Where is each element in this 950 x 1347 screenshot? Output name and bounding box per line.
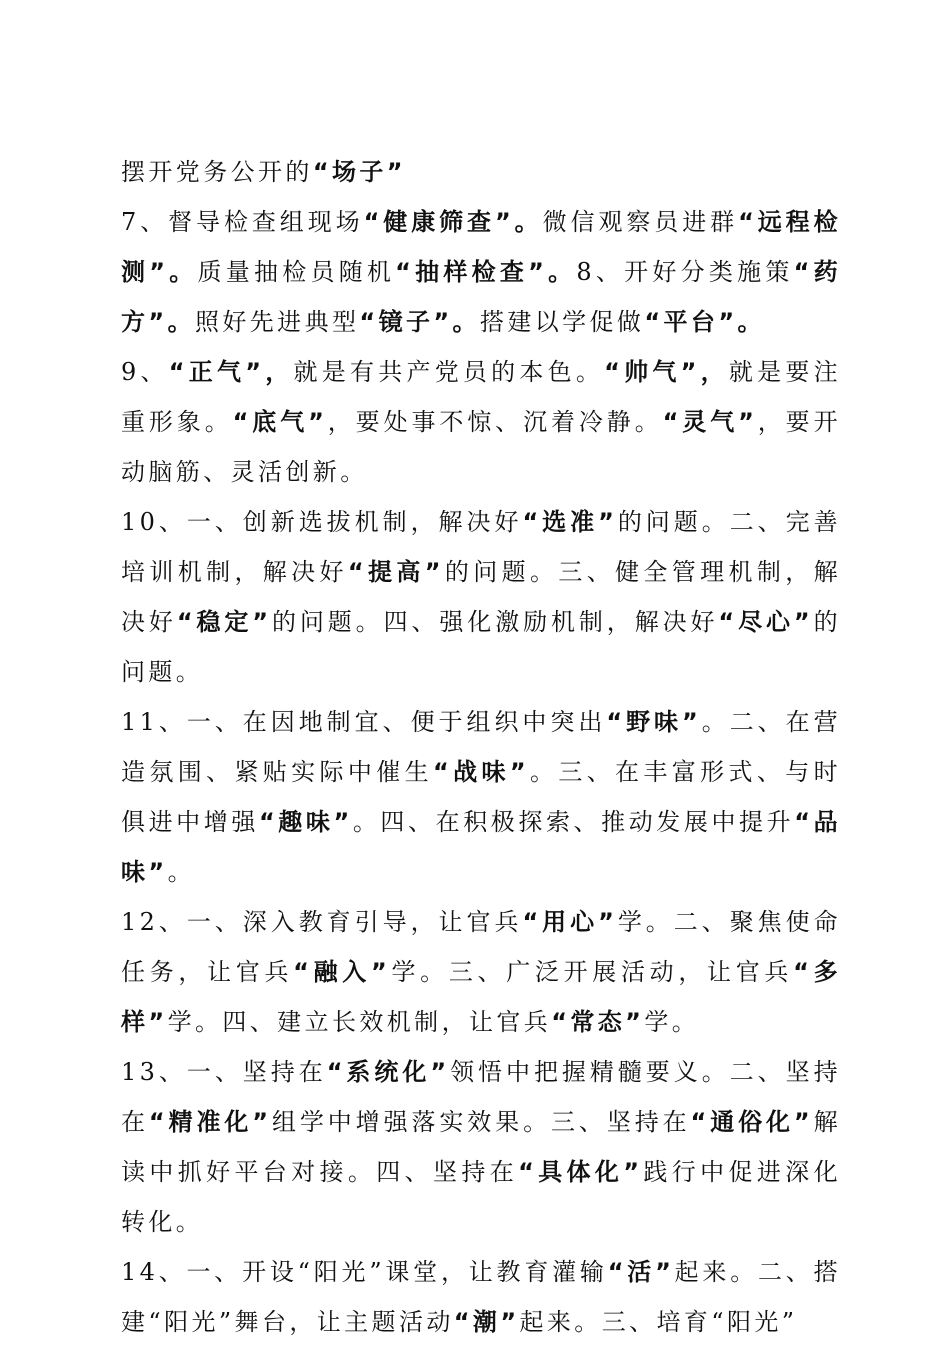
text-run: 摆开党务公开的 (121, 158, 313, 186)
text-run: 学。四、建立长效机制，让官兵 (167, 1008, 552, 1036)
bold-keyword: “镜子”。 (359, 308, 480, 336)
bold-keyword: “常态” (551, 1008, 645, 1036)
text-run: 践行中促进深化转化。 (121, 1158, 841, 1236)
bold-keyword: “多样” (121, 958, 841, 1036)
text-run: 7、督导检查组现场 (121, 208, 364, 236)
bold-keyword: “场子” (312, 158, 406, 186)
bold-keyword: “系统化” (326, 1058, 450, 1086)
bold-keyword: “融入” (293, 958, 391, 986)
bold-keyword: “战味” (432, 758, 530, 786)
paragraph (121, 147, 841, 197)
paragraph (121, 897, 841, 1047)
text-run: 的问题。四、强化激励机制，解决好 (271, 608, 719, 636)
text-run: 就是要注重形象。 (121, 358, 842, 436)
bold-keyword: “远程检测”。 (121, 208, 842, 286)
text-run: 。四、在积极探索、推动发展中提升 (352, 808, 795, 836)
text-run: 解读中抓好平台对接。四、坚持在 (121, 1108, 841, 1186)
text-run: 。三、在丰富形式、与时俱进中增强 (121, 758, 841, 836)
text-run: 的问题。二、完善培训机制，解决好 (121, 508, 841, 586)
bold-keyword: “药方”。 (121, 258, 841, 336)
text-run: 13、一、坚持在 (121, 1058, 327, 1086)
bold-keyword: “具体化” (518, 1158, 643, 1186)
bold-keyword: “提高” (347, 558, 444, 586)
text-run: ，要处事不惊、沉着冷静。 (327, 408, 663, 436)
bold-keyword: “野味” (606, 708, 702, 736)
text-run: ，要开动脑筋、灵活创新。 (121, 408, 841, 486)
bold-keyword: “灵气” (662, 408, 758, 436)
text-run: 10、一、创新选拔机制，解决好 (121, 508, 523, 536)
text-run: 学。 (644, 1008, 700, 1036)
text-run: 9、 (121, 358, 169, 386)
text-run: 就是有共产党员的本色。 (293, 358, 605, 386)
bold-keyword: “潮” (453, 1308, 520, 1336)
paragraph (121, 1047, 841, 1247)
text-run: 14、一、开设“阳光”课堂，让教育灌输 (121, 1258, 608, 1286)
text-run: 的问题。 (121, 608, 841, 686)
bold-keyword: “用心” (522, 908, 618, 936)
text-run: 8、开好分类施策 (576, 258, 794, 286)
text-run: 12、一、深入教育引导，让官兵 (121, 908, 523, 936)
bold-keyword: “底气” (232, 408, 328, 436)
text-run: 11、一、在因地制宜、便于组织中突出 (121, 708, 607, 736)
bold-keyword: “正气”， (168, 358, 294, 386)
bold-keyword: “平台”。 (644, 308, 765, 336)
bold-keyword: “稳定” (176, 608, 272, 636)
bold-keyword: “健康筛查”。 (363, 208, 543, 236)
text-run: 微信观察员进群 (542, 208, 739, 236)
bold-keyword: “抽样检查”。 (395, 258, 577, 286)
bold-keyword: “帅气”， (604, 358, 729, 386)
text-run: 起来。三、培育“阳光” (519, 1308, 798, 1336)
text-run: 照好先进典型 (194, 308, 360, 336)
bold-keyword: “通俗化” (690, 1108, 814, 1136)
bold-keyword: “尽心” (718, 608, 814, 636)
text-run: 质量抽检员随机 (197, 258, 396, 286)
paragraph (121, 347, 841, 497)
text-run: 。 (167, 858, 195, 886)
paragraph (121, 197, 841, 347)
bold-keyword: “精准化” (148, 1108, 272, 1136)
text-run: 的问题。三、健全管理机制，解决好 (121, 558, 841, 636)
text-run: 。二、在营造氛围、紧贴实际中催生 (121, 708, 841, 786)
text-run: 领悟中把握精髓要义。二、坚持在 (121, 1058, 841, 1136)
text-run: 搭建以学促做 (479, 308, 645, 336)
text-run: 学。二、聚焦使命任务，让官兵 (121, 908, 841, 986)
bold-keyword: “选准” (522, 508, 618, 536)
text-run: 起来。二、搭建“阳光”舞台，让主题活动 (121, 1258, 841, 1336)
paragraph (121, 497, 841, 697)
bold-keyword: “品味” (121, 808, 841, 886)
paragraph (121, 697, 841, 897)
bold-keyword: “趣味” (258, 808, 353, 836)
text-run: 学。三、广泛开展活动，让官兵 (390, 958, 794, 986)
bold-keyword: “活” (607, 1258, 675, 1286)
text-run: 组学中增强落实效果。三、坚持在 (271, 1108, 691, 1136)
document-body (121, 147, 841, 1347)
paragraph (121, 1247, 841, 1347)
